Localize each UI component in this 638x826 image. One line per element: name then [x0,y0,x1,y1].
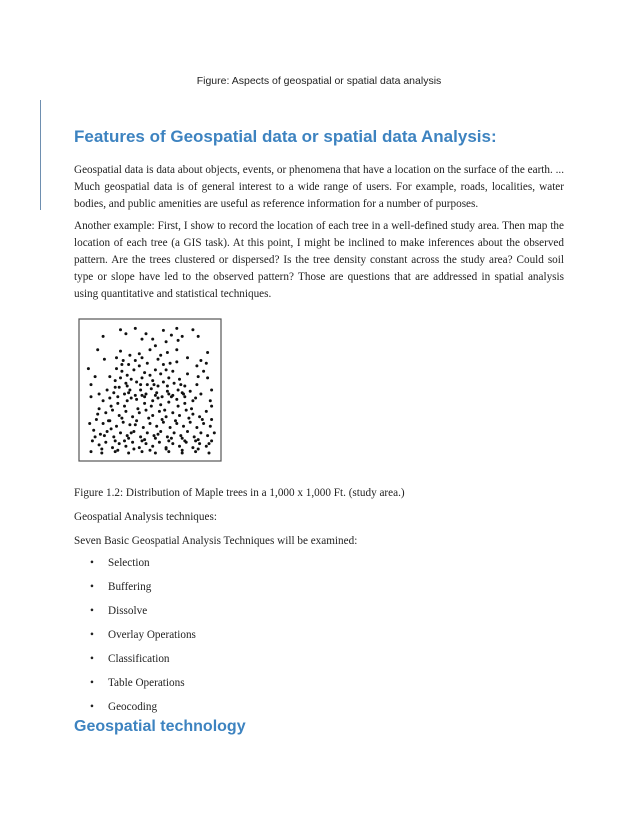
tree-point-117 [155,425,158,428]
tree-point-99 [158,410,161,413]
tree-point-0 [119,328,122,331]
tree-point-55 [162,381,165,384]
tree-point-112 [122,421,125,424]
list-item-label: Geocoding [108,701,158,713]
tree-point-63 [123,393,126,396]
tree-point-106 [205,410,208,413]
tree-point-24 [210,389,213,392]
tree-point-17 [197,335,200,338]
tree-point-212 [127,391,130,394]
list-item-label: Selection [108,557,150,569]
list-item-label: Dissolve [108,605,148,617]
tree-point-125 [209,425,212,428]
tree-point-28 [138,352,141,355]
tree-point-166 [127,452,130,455]
tree-point-132 [132,430,135,433]
tree-point-135 [153,434,156,437]
tree-point-75 [189,390,192,393]
maple-trees-scatter-plot [78,318,222,462]
left-margin-rule [40,100,41,210]
techniques-heading: Geospatial Analysis techniques: [74,511,217,523]
tree-point-188 [197,438,200,441]
tree-point-154 [158,441,161,444]
tree-point-42 [159,372,162,375]
tree-point-238 [181,449,184,452]
tree-point-100 [165,415,168,418]
section-heading: Features of Geospatial data or spatial data Analysis: [74,127,497,146]
tree-point-162 [210,439,213,442]
tree-point-229 [167,439,170,442]
tree-point-67 [145,393,148,396]
tree-point-146 [104,441,107,444]
tree-point-36 [126,374,129,377]
tree-point-139 [179,434,182,437]
tree-point-189 [136,407,139,410]
tree-point-197 [130,397,133,400]
tree-point-245 [159,354,162,357]
tree-point-143 [206,434,209,437]
list-item [90,628,196,652]
bottom-heading: Geospatial technology [74,718,246,735]
tree-point-226 [127,437,130,440]
tree-point-121 [182,425,185,428]
tree-point-176 [209,399,212,402]
tree-point-16 [186,356,189,359]
tree-point-62 [118,386,121,389]
tree-point-174 [96,413,99,416]
techniques-list [90,556,196,724]
tree-point-93 [118,414,121,417]
tree-point-68 [150,387,153,390]
tree-point-105 [198,415,201,418]
tree-point-37 [132,368,135,371]
tree-point-152 [145,442,148,445]
tree-point-172 [208,452,211,455]
tree-point-84 [151,399,154,402]
tree-point-195 [150,405,153,408]
tree-point-2 [145,332,148,335]
tree-point-170 [181,452,184,455]
tree-point-19 [186,372,189,375]
tree-point-219 [134,423,137,426]
list-item-label: Table Operations [108,677,185,689]
tree-point-6 [151,338,154,341]
tree-point-192 [177,405,180,408]
tree-point-151 [138,446,141,449]
tree-point-133 [139,435,142,438]
tree-point-129 [112,435,115,438]
tree-point-66 [139,389,142,392]
list-item-label: Overlay Operations [108,629,196,641]
tree-point-183 [130,431,133,434]
tree-point-178 [213,431,216,434]
tree-point-201 [183,395,186,398]
tree-point-30 [157,358,160,361]
tree-point-50 [135,381,138,384]
tree-point-56 [167,376,170,379]
tree-point-173 [94,435,97,438]
tree-point-118 [162,421,165,424]
tree-point-242 [170,334,173,337]
list-item [90,580,196,604]
tree-point-216 [181,391,184,394]
tree-point-39 [143,371,146,374]
bullet-icon: • [90,677,94,689]
tree-point-148 [118,442,121,445]
tree-point-210 [179,383,182,386]
tree-point-51 [141,376,144,379]
figure-caption: Figure 1.2: Distribution of Maple trees in a 1,000 x 1,000 Ft. (study area.) [74,487,405,499]
tree-point-61 [112,391,115,394]
tree-point-230 [181,437,184,440]
bullet-icon: • [90,605,94,617]
tree-point-168 [154,452,157,455]
tree-point-122 [189,421,192,424]
tree-point-200 [170,395,173,398]
tree-point-211 [114,386,117,389]
tree-point-124 [202,422,205,425]
tree-point-98 [151,414,154,417]
tree-point-150 [131,441,134,444]
tree-point-130 [119,431,122,434]
tree-point-119 [169,426,172,429]
tree-point-48 [124,382,127,385]
tree-point-218 [120,417,123,420]
tree-point-182 [123,439,126,442]
tree-point-20 [197,375,200,378]
tree-point-237 [165,448,168,451]
tree-point-123 [195,426,198,429]
tree-point-89 [191,399,194,402]
tree-point-27 [128,354,131,357]
tree-point-190 [123,405,126,408]
tree-point-127 [99,433,102,436]
tree-point-247 [199,359,202,362]
tree-point-114 [135,419,138,422]
tree-point-185 [157,433,160,436]
tree-point-140 [186,430,189,433]
tree-point-77 [199,393,202,396]
tree-point-43 [165,368,168,371]
tree-point-180 [103,434,106,437]
tree-point-196 [143,395,146,398]
tree-point-85 [159,403,162,406]
bullet-icon: • [90,653,94,665]
list-item [90,652,196,676]
bullet-icon: • [90,557,94,569]
tree-point-159 [191,446,194,449]
tree-point-136 [159,430,162,433]
tree-point-208 [153,383,156,386]
tree-point-92 [111,409,114,412]
tree-point-10 [96,348,99,351]
tree-point-222 [174,419,177,422]
tree-point-209 [166,385,169,388]
tree-point-199 [157,397,160,400]
tree-point-7 [154,344,157,347]
tree-point-240 [124,332,127,335]
tree-point-145 [98,443,101,446]
tree-point-64 [128,389,131,392]
tree-point-40 [149,374,152,377]
tree-point-225 [114,439,117,442]
tree-point-58 [178,378,181,381]
tree-point-224 [201,418,204,421]
tree-point-41 [154,368,157,371]
tree-point-228 [154,437,157,440]
tree-point-179 [88,422,91,425]
tree-point-102 [178,414,181,417]
tree-point-23 [202,370,205,373]
tree-point-243 [181,335,184,338]
tree-point-181 [110,427,113,430]
tree-point-1 [134,327,137,330]
tree-point-13 [119,350,122,353]
tree-point-126 [92,429,95,432]
tree-point-94 [124,410,127,413]
tree-point-95 [131,415,134,418]
tree-point-186 [170,437,173,440]
tree-point-171 [194,450,197,453]
tree-point-249 [102,335,105,338]
tree-point-34 [115,367,118,370]
tree-point-31 [162,363,165,366]
list-item-label: Buffering [108,581,152,593]
tree-point-44 [171,370,174,373]
tree-point-45 [108,375,111,378]
techniques-intro: Seven Basic Geospatial Analysis Techniques will be examined: [74,535,358,547]
tree-point-107 [210,405,213,408]
plot-frame [79,319,221,461]
tree-point-116 [149,422,152,425]
tree-point-3 [162,329,165,332]
tree-point-83 [143,402,146,405]
tree-point-202 [127,363,130,366]
tree-point-60 [106,389,109,392]
tree-point-203 [134,359,137,362]
tree-point-215 [167,393,170,396]
tree-point-157 [178,445,181,448]
tree-point-187 [183,439,186,442]
tree-point-101 [171,411,174,414]
list-item [90,556,196,580]
tree-point-59 [183,385,186,388]
tree-point-156 [171,442,174,445]
list-item [90,676,196,700]
tree-point-38 [138,364,141,367]
tree-point-194 [110,405,113,408]
tree-point-104 [191,413,194,416]
tree-point-29 [146,362,149,365]
tree-point-161 [205,445,208,448]
tree-point-109 [102,422,105,425]
tree-point-235 [132,448,135,451]
tree-point-147 [111,446,114,449]
tree-point-79 [108,397,111,400]
tree-point-164 [100,452,103,455]
tree-point-244 [149,348,152,351]
paragraph-2: Another example: First, I show to record the location of each tree in a well-defined study area. Then map the location of each tree (a GIS task). At this point, I might be inclined to make inferences about the observed pattern. Are the trees clustered or dispersed? Is the tree density constant across the study area? Could soil type or slope have led to the observed pattern? Those are questions that are addressed in spatial analysis using quantitative and statistical techniques. [74,220,564,300]
tree-point-52 [146,383,149,386]
list-item-label: Classification [108,653,170,665]
tree-point-217 [107,419,110,422]
tree-point-223 [187,417,190,420]
tree-point-231 [194,439,197,442]
figure-caption-top: Figure: Aspects of geospatial or spatial data analysis [196,75,442,87]
tree-point-160 [198,442,201,445]
tree-point-71 [166,390,169,393]
tree-point-153 [151,445,154,448]
tree-point-91 [104,411,107,414]
tree-point-9 [177,339,180,342]
tree-point-193 [190,407,193,410]
tree-point-214 [154,394,157,397]
tree-point-26 [122,359,125,362]
tree-point-88 [183,402,186,405]
tree-point-12 [103,358,106,361]
tree-point-54 [157,385,160,388]
tree-point-142 [199,431,202,434]
tree-point-115 [142,426,145,429]
tree-point-82 [135,398,138,401]
tree-point-141 [193,435,196,438]
tree-point-73 [177,389,180,392]
tree-point-81 [126,399,129,402]
tree-point-131 [126,434,129,437]
tree-point-221 [161,418,164,421]
tree-point-169 [167,450,170,453]
tree-point-113 [128,423,131,426]
tree-point-25 [115,356,118,359]
tree-point-137 [166,435,169,438]
tree-point-250 [94,375,97,378]
bullet-icon: • [90,629,94,641]
tree-point-57 [173,382,176,385]
tree-point-120 [175,422,178,425]
tree-point-207 [139,383,142,386]
tree-point-80 [116,402,119,405]
tree-point-22 [195,383,198,386]
tree-point-149 [124,445,127,448]
tree-point-232 [208,442,211,445]
tree-point-204 [141,356,144,359]
tree-point-11 [87,367,90,370]
tree-point-70 [161,395,164,398]
tree-point-47 [119,376,122,379]
tree-point-18 [206,351,209,354]
tree-point-65 [134,394,137,397]
tree-point-35 [120,370,123,373]
tree-point-167 [141,450,144,453]
tree-point-103 [185,409,188,412]
tree-point-90 [98,407,101,410]
tree-point-15 [175,348,178,351]
tree-point-96 [138,411,141,414]
tree-point-184 [143,438,146,441]
tree-point-239 [197,448,200,451]
tree-point-33 [175,360,178,363]
tree-point-8 [165,340,168,343]
tree-point-177 [210,418,213,421]
tree-point-138 [173,431,176,434]
tree-point-227 [141,439,144,442]
tree-point-108 [95,418,98,421]
bullet-icon: • [90,701,94,713]
tree-point-46 [114,379,117,382]
tree-point-175 [90,395,93,398]
tree-point-205 [120,363,123,366]
list-item [90,604,196,628]
tree-point-97 [145,409,148,412]
tree-point-213 [141,394,144,397]
tree-point-4 [175,327,178,330]
tree-point-5 [191,328,194,331]
tree-point-134 [146,431,149,434]
bullet-icon: • [90,581,94,593]
tree-point-236 [149,449,152,452]
tree-point-206 [126,385,129,388]
tree-point-198 [116,395,119,398]
tree-point-14 [166,351,169,354]
tree-point-78 [102,399,105,402]
tree-point-165 [114,450,117,453]
tree-point-76 [194,397,197,400]
tree-point-220 [147,417,150,420]
tree-point-21 [206,376,209,379]
tree-point-246 [195,364,198,367]
tree-point-111 [115,425,118,428]
tree-point-86 [167,401,170,404]
tree-point-128 [106,430,109,433]
tree-point-163 [90,450,93,453]
paragraph-1: Geospatial data is data about objects, events, or phenomena that have a location on the surface of the earth. ... Much geospatial data is of general interest to a wide range of users. For example, roads, localities, water bodies, and public amenities are useful as reference information for a number of purposes. [74,164,564,210]
tree-point-69 [155,391,158,394]
tree-point-241 [141,338,144,341]
tree-point-234 [116,449,119,452]
tree-point-191 [163,409,166,412]
tree-point-49 [130,378,133,381]
tree-point-32 [169,362,172,365]
tree-point-252 [98,393,101,396]
tree-point-144 [91,439,94,442]
tree-point-251 [90,383,93,386]
tree-point-248 [205,362,208,365]
tree-point-233 [100,448,103,451]
tree-point-87 [175,398,178,401]
tree-point-53 [151,379,154,382]
